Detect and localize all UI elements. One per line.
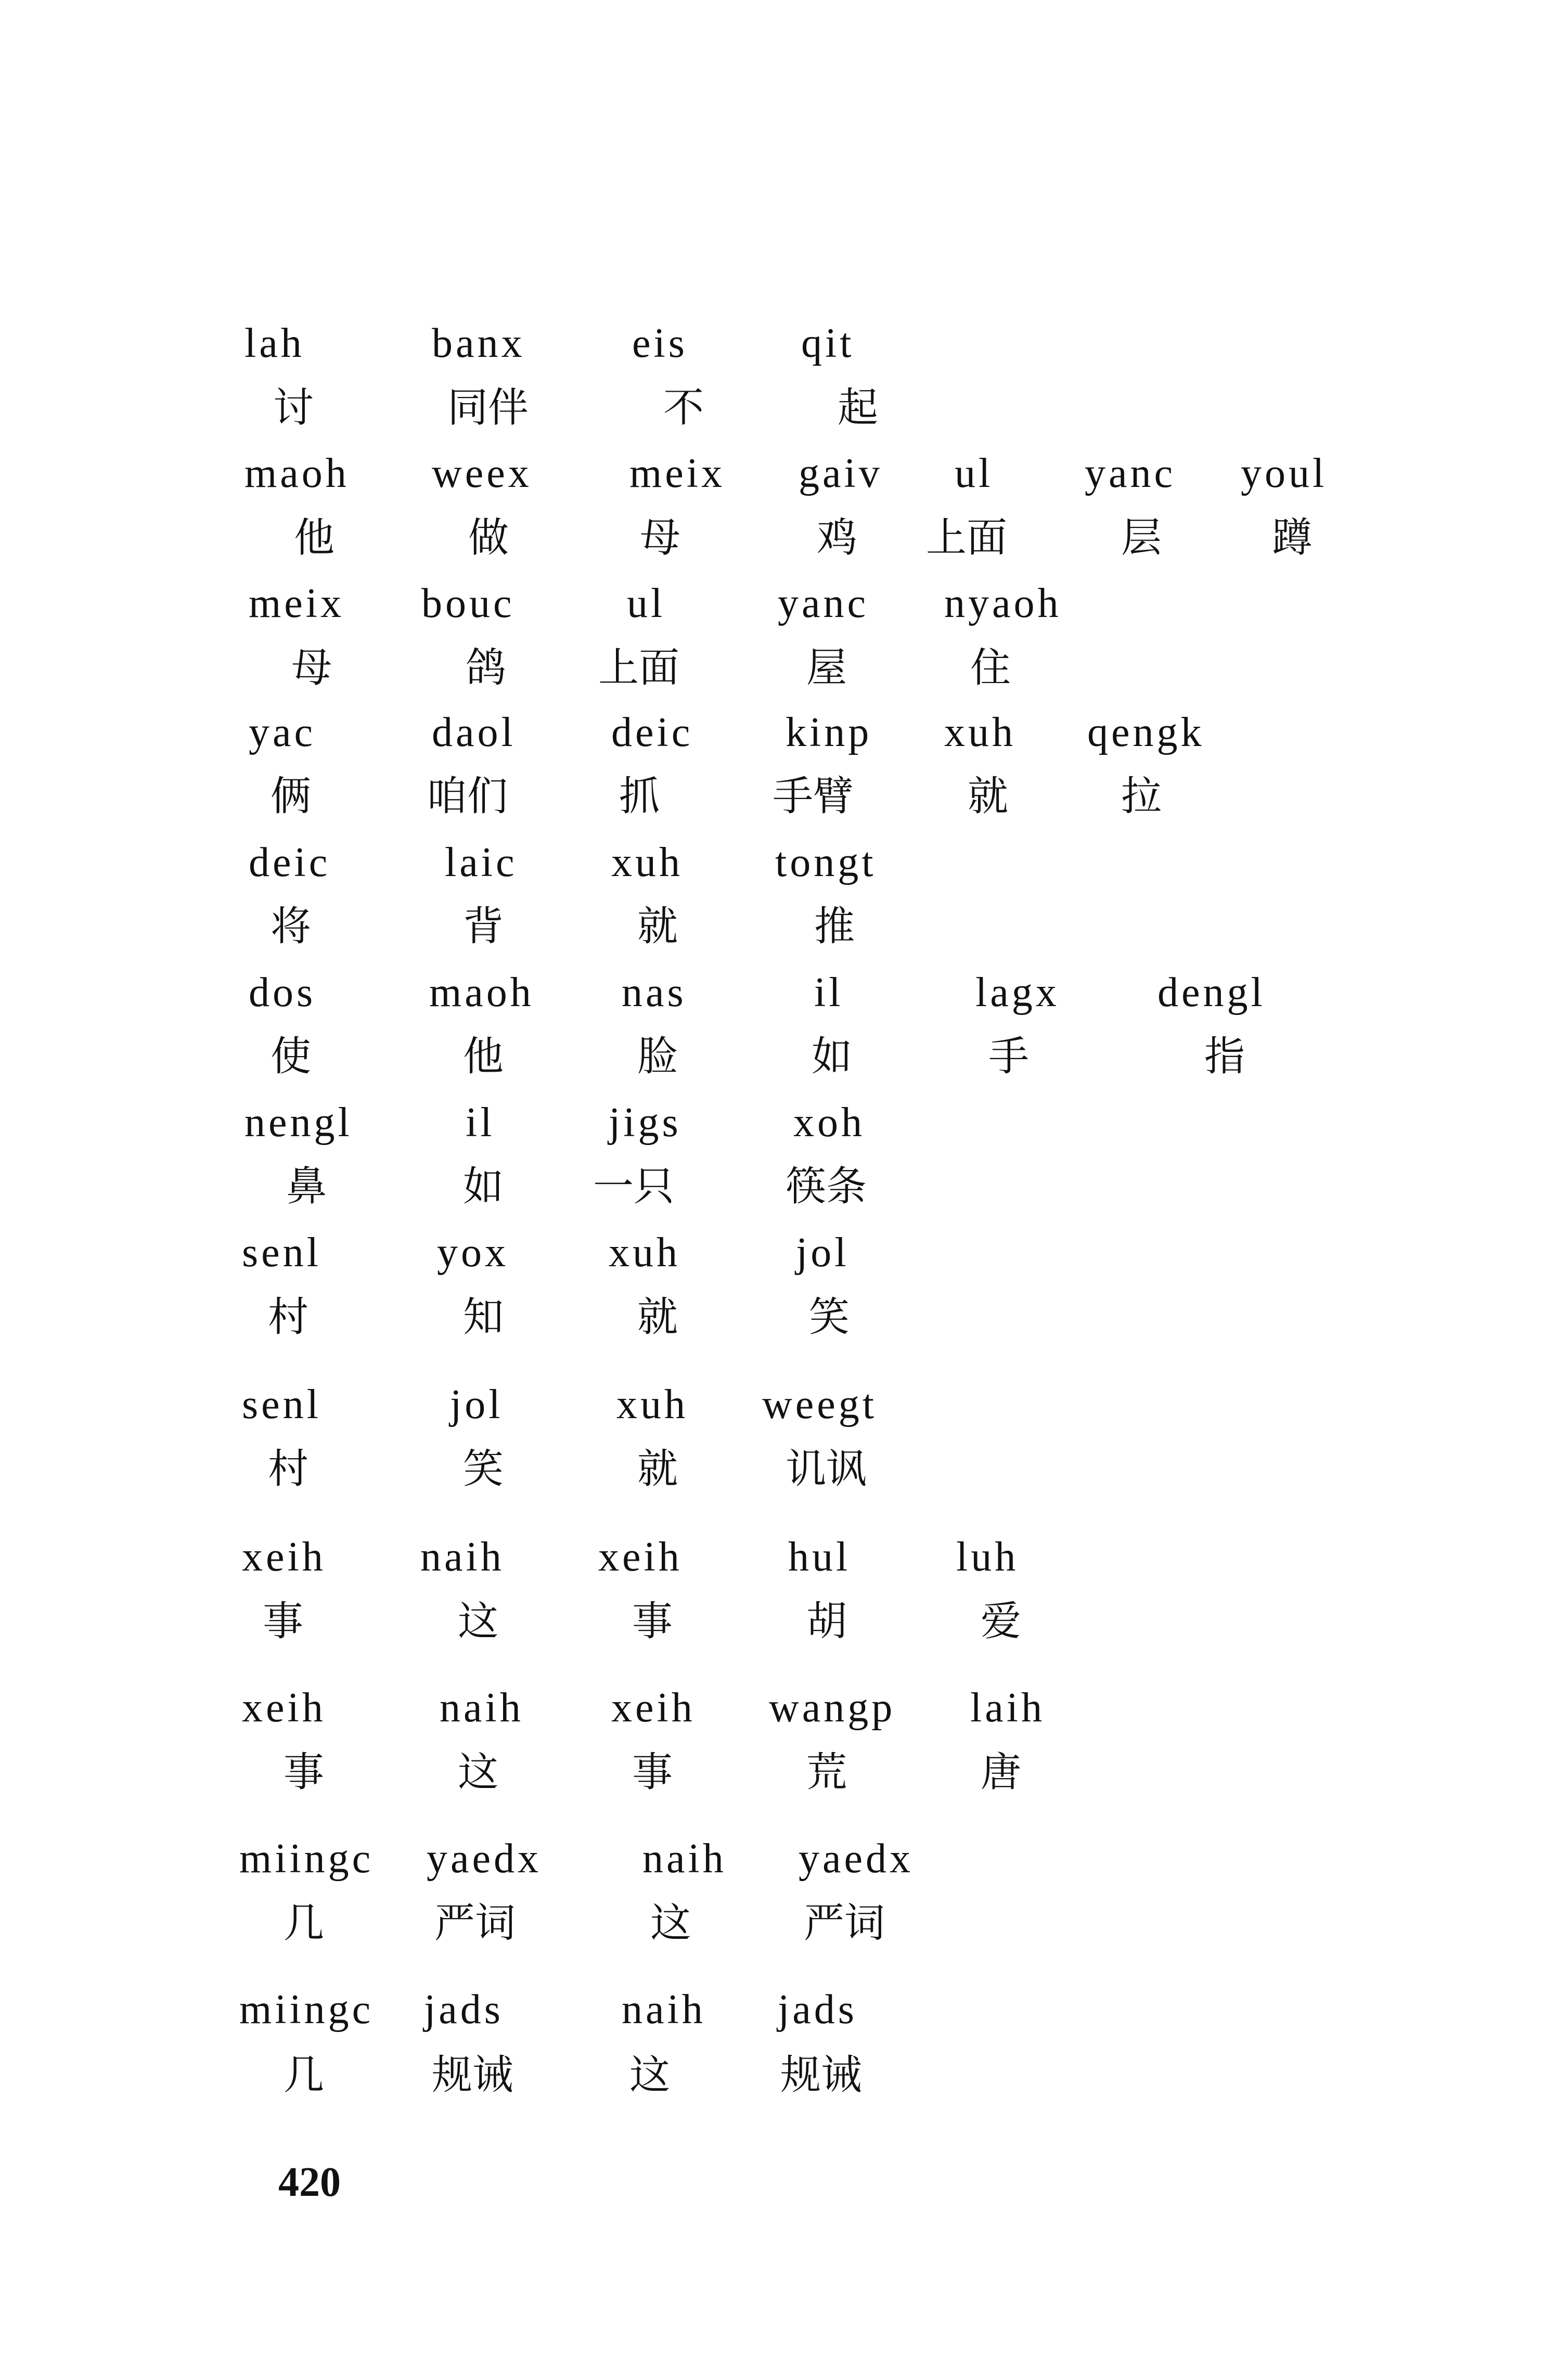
hanzi-gloss: 规诫 — [780, 2052, 862, 2099]
hanzi-gloss: 严词 — [434, 1900, 516, 1947]
roman-word: daol — [432, 710, 516, 755]
hanzi-gloss: 脸 — [637, 1033, 678, 1080]
hanzi-gloss: 指 — [1204, 1033, 1245, 1080]
roman-word: luh — [956, 1534, 1019, 1580]
hanzi-gloss: 同伴 — [447, 384, 529, 431]
roman-word: qit — [801, 320, 855, 366]
hanzi-gloss: 唐 — [981, 1749, 1022, 1796]
hanzi-gloss: 鸡 — [817, 514, 858, 561]
hanzi-gloss: 规诫 — [432, 2052, 513, 2099]
hanzi-gloss: 事 — [632, 1598, 673, 1645]
hanzi-gloss: 母 — [640, 514, 681, 561]
hanzi-gloss: 事 — [284, 1749, 325, 1796]
roman-word: nengl — [245, 1100, 353, 1146]
hanzi-gloss: 就 — [637, 1294, 678, 1341]
roman-word: hul — [788, 1534, 851, 1580]
hanzi-gloss: 他 — [463, 1033, 504, 1080]
hanzi-gloss: 手 — [988, 1033, 1030, 1080]
hanzi-gloss: 这 — [458, 1598, 499, 1645]
roman-word: yac — [249, 710, 316, 755]
hanzi-gloss: 这 — [458, 1749, 499, 1796]
roman-word: nas — [622, 970, 687, 1015]
hanzi-gloss: 知 — [463, 1294, 504, 1341]
roman-word: maoh — [245, 451, 350, 496]
hanzi-gloss: 如 — [812, 1033, 853, 1080]
hanzi-gloss: 村 — [268, 1294, 309, 1341]
roman-word: laih — [970, 1685, 1045, 1731]
roman-word: tongt — [775, 840, 877, 885]
hanzi-gloss: 住 — [970, 645, 1011, 691]
roman-word: deic — [249, 840, 331, 885]
hanzi-gloss: 讨 — [273, 384, 314, 431]
hanzi-gloss: 层 — [1121, 514, 1162, 561]
roman-word: lah — [245, 320, 305, 366]
roman-word: senl — [242, 1230, 322, 1276]
hanzi-gloss: 这 — [629, 2052, 671, 2099]
roman-word: jol — [796, 1230, 850, 1276]
roman-word: senl — [242, 1382, 322, 1427]
roman-word: jads — [778, 1987, 857, 2032]
hanzi-gloss: 鼻 — [286, 1163, 327, 1210]
roman-word: yanc — [1085, 451, 1176, 496]
roman-word: meix — [629, 451, 725, 496]
roman-word: xuh — [611, 840, 683, 885]
roman-word: il — [466, 1100, 495, 1146]
roman-word: yanc — [778, 581, 869, 626]
roman-word: youl — [1241, 451, 1328, 496]
hanzi-gloss: 咱们 — [427, 773, 508, 820]
roman-word: wangp — [769, 1685, 896, 1731]
hanzi-gloss: 使 — [271, 1033, 312, 1080]
hanzi-gloss: 严词 — [804, 1900, 885, 1947]
roman-word: deic — [611, 710, 693, 755]
roman-word: lagx — [975, 970, 1060, 1015]
roman-word: banx — [432, 320, 525, 366]
roman-word: jol — [450, 1382, 504, 1427]
roman-word: naih — [622, 1987, 706, 2032]
roman-word: yox — [437, 1230, 509, 1276]
roman-word: qengk — [1087, 710, 1205, 755]
hanzi-gloss: 胡 — [806, 1598, 847, 1645]
hanzi-gloss: 这 — [650, 1900, 691, 1947]
hanzi-gloss: 做 — [468, 514, 509, 561]
roman-word: kinp — [786, 710, 872, 755]
roman-word: xeih — [611, 1685, 696, 1731]
hanzi-gloss: 他 — [294, 514, 335, 561]
hanzi-gloss: 就 — [968, 773, 1009, 820]
roman-word: maoh — [429, 970, 534, 1015]
roman-word: gaiv — [799, 451, 883, 496]
hanzi-gloss: 筷条 — [786, 1163, 867, 1210]
roman-word: xuh — [944, 710, 1016, 755]
hanzi-gloss: 背 — [463, 903, 504, 950]
hanzi-gloss: 村 — [268, 1446, 309, 1493]
hanzi-gloss: 就 — [637, 1446, 678, 1493]
roman-word: meix — [249, 581, 344, 626]
roman-word: ul — [955, 451, 994, 496]
roman-word: xoh — [793, 1100, 865, 1146]
hanzi-gloss: 俩 — [271, 773, 312, 820]
roman-word: naih — [440, 1685, 524, 1731]
hanzi-gloss: 屋 — [806, 645, 847, 691]
hanzi-gloss: 手臂 — [773, 773, 854, 820]
roman-word: ul — [627, 581, 666, 626]
hanzi-gloss: 笑 — [809, 1294, 850, 1341]
roman-word: miingc — [239, 1836, 374, 1882]
hanzi-gloss: 事 — [263, 1598, 304, 1645]
roman-word: bouc — [421, 581, 515, 626]
hanzi-gloss: 几 — [284, 2052, 325, 2099]
hanzi-gloss: 母 — [291, 645, 332, 691]
hanzi-gloss: 上面 — [926, 514, 1008, 561]
hanzi-gloss: 不 — [663, 384, 704, 431]
roman-word: eis — [632, 320, 688, 366]
hanzi-gloss: 抓 — [619, 773, 660, 820]
roman-word: jigs — [609, 1100, 682, 1146]
roman-word: laic — [445, 840, 518, 885]
roman-word: xeih — [242, 1685, 326, 1731]
roman-word: dos — [249, 970, 316, 1015]
page-number: 420 — [278, 2159, 341, 2205]
roman-word: jads — [424, 1987, 504, 2032]
roman-word: naih — [420, 1534, 505, 1580]
hanzi-gloss: 就 — [637, 903, 678, 950]
roman-word: nyaoh — [944, 581, 1062, 626]
hanzi-gloss: 一只 — [593, 1163, 675, 1210]
roman-word: il — [814, 970, 844, 1015]
hanzi-gloss: 拉 — [1121, 773, 1162, 820]
roman-word: dengl — [1158, 970, 1266, 1015]
roman-word: xeih — [242, 1534, 326, 1580]
roman-word: miingc — [239, 1987, 374, 2032]
hanzi-gloss: 如 — [463, 1163, 504, 1210]
roman-word: xuh — [609, 1230, 680, 1276]
hanzi-gloss: 鸽 — [466, 645, 507, 691]
hanzi-gloss: 爱 — [981, 1598, 1022, 1645]
roman-word: naih — [642, 1836, 727, 1882]
roman-word: weegt — [762, 1382, 878, 1427]
hanzi-gloss: 推 — [814, 903, 855, 950]
hanzi-gloss: 起 — [838, 384, 879, 431]
roman-word: yaedx — [427, 1836, 542, 1882]
hanzi-gloss: 荒 — [806, 1749, 847, 1796]
hanzi-gloss: 几 — [284, 1900, 325, 1947]
roman-word: xeih — [598, 1534, 683, 1580]
hanzi-gloss: 事 — [632, 1749, 673, 1796]
hanzi-gloss: 上面 — [598, 645, 680, 691]
hanzi-gloss: 笑 — [463, 1446, 504, 1493]
hanzi-gloss: 蹲 — [1272, 514, 1313, 561]
roman-word: weex — [432, 451, 532, 496]
roman-word: yaedx — [799, 1836, 914, 1882]
roman-word: xuh — [616, 1382, 688, 1427]
hanzi-gloss: 讥讽 — [786, 1446, 867, 1493]
hanzi-gloss: 将 — [271, 903, 312, 950]
